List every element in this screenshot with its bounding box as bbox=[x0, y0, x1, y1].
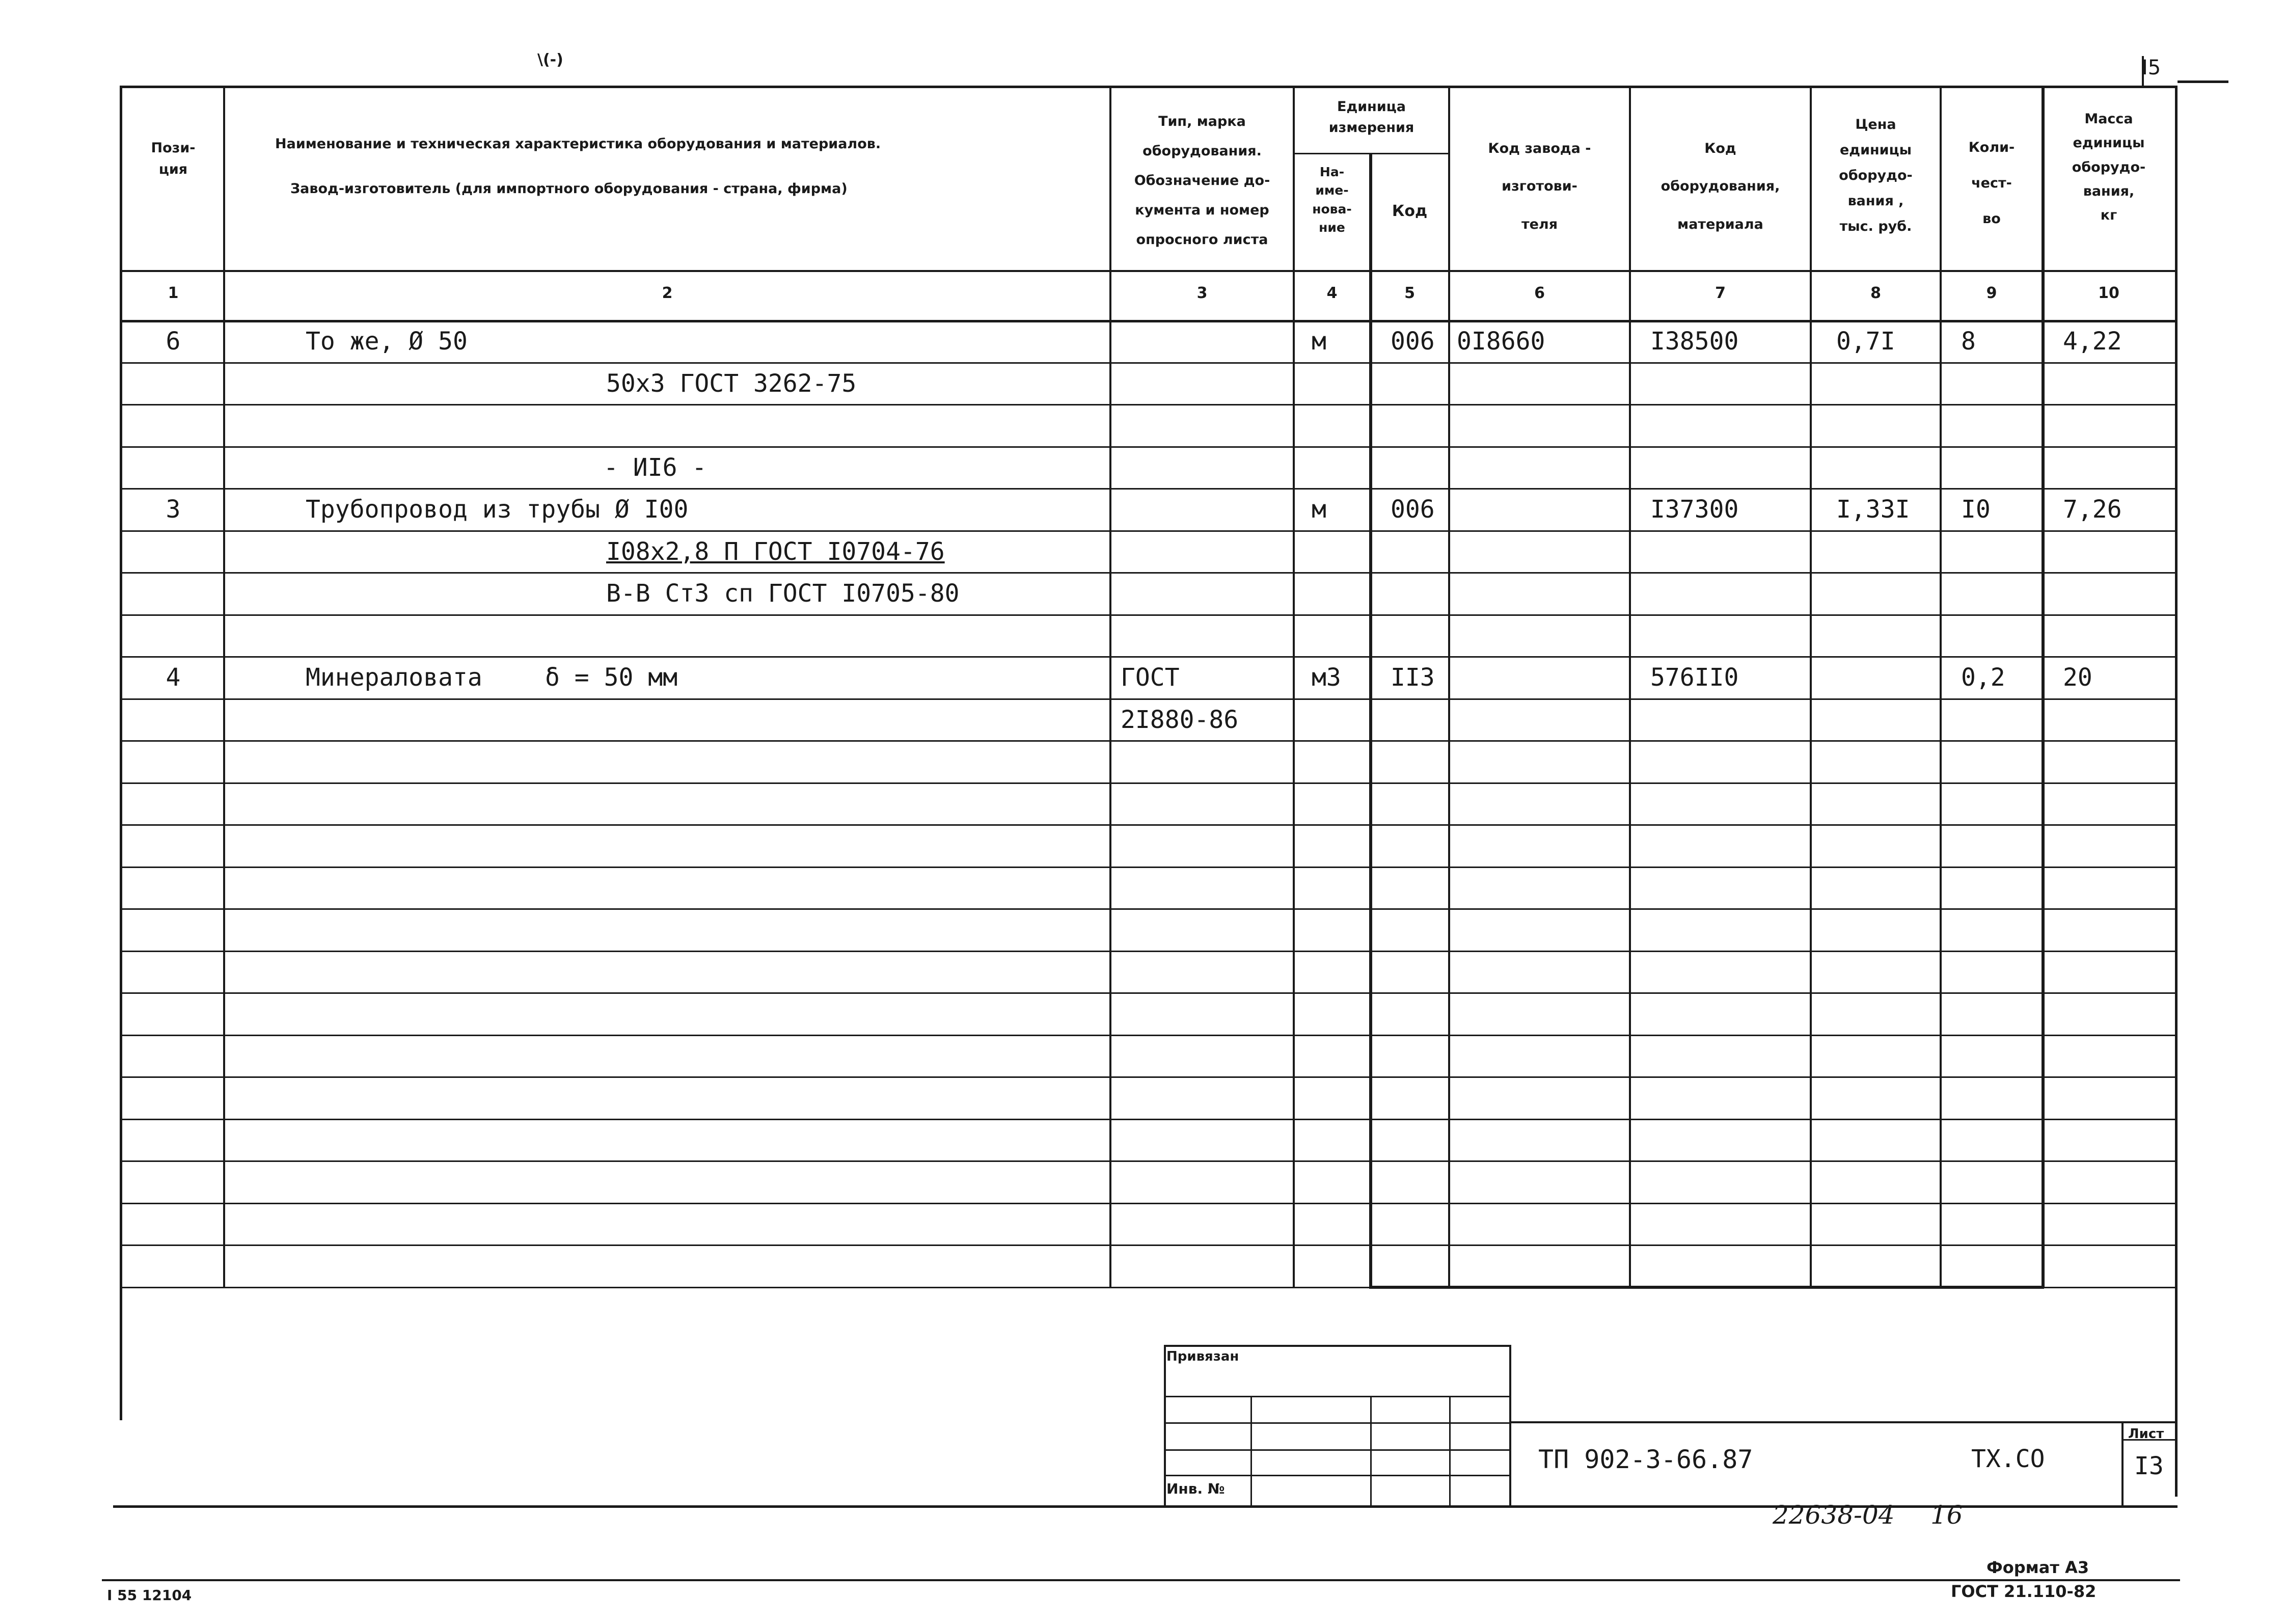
row-position: 6 bbox=[166, 327, 181, 356]
footer-rule bbox=[102, 1579, 2180, 1581]
row-name: Трубопровод из трубы Ø I00 bbox=[306, 495, 689, 524]
column-divider-2 bbox=[1109, 86, 1111, 1287]
row-divider bbox=[120, 404, 2178, 405]
column-number-9: 9 bbox=[1986, 284, 1997, 302]
column-number-bottom-line bbox=[120, 320, 2178, 322]
row-unit-price: 0,7I bbox=[1836, 327, 1895, 356]
header-mass: Масса единицы оборудо- вания, кг bbox=[2072, 111, 2146, 223]
stamp-line-2 bbox=[1164, 1396, 1510, 1397]
header-price: Цена единицы оборудо- вания , тыс. руб. bbox=[1839, 117, 1913, 234]
column-number-10: 10 bbox=[2098, 284, 2119, 302]
stamp-right-line bbox=[1509, 1345, 1511, 1505]
column-divider-6 bbox=[1629, 86, 1631, 1287]
stamp-line-4 bbox=[1164, 1449, 1510, 1451]
footer-left-code: I 55 12104 bbox=[107, 1587, 192, 1604]
grid-bottom-thick-line bbox=[1369, 1286, 2044, 1289]
header-type: Тип, марка оборудования. Обозначение до- кумента и номер опросного листа bbox=[1134, 114, 1270, 248]
row-divider bbox=[120, 488, 2178, 490]
row-unit-code: 006 bbox=[1391, 495, 1435, 524]
handwritten-page-number: 16 bbox=[1930, 1500, 1963, 1530]
header-name-line2: Завод-изготовитель (для импортного оборудования - страна, фирма) bbox=[290, 181, 848, 197]
row-divider bbox=[120, 992, 2178, 994]
row-unit-name: м bbox=[1312, 327, 1326, 356]
stamp-line-5 bbox=[1164, 1475, 1510, 1476]
table-right-border bbox=[2175, 86, 2178, 1497]
row-unit-name: м bbox=[1312, 495, 1326, 524]
header-unit-code: Код bbox=[1392, 202, 1428, 220]
row-position: 3 bbox=[166, 495, 181, 524]
header-maker-code: Код завода - изготови- теля bbox=[1488, 141, 1591, 232]
column-number-7: 7 bbox=[1715, 284, 1726, 302]
stamp-privyazan-label: Привязан bbox=[1166, 1349, 1239, 1364]
row-type-designation: 2I880-86 bbox=[1121, 705, 1239, 734]
row-name-detail: В-В Ст3 сп ГОСТ I0705-80 bbox=[606, 579, 960, 608]
row-divider bbox=[120, 1035, 2178, 1036]
header-bottom-line bbox=[120, 270, 2178, 272]
column-number-6: 6 bbox=[1534, 284, 1545, 302]
stamp-left-line bbox=[1164, 1345, 1166, 1505]
row-divider bbox=[120, 530, 2178, 532]
row-divider bbox=[120, 824, 2178, 826]
stamp-top-line bbox=[1164, 1345, 1510, 1347]
row-divider bbox=[120, 1119, 2178, 1120]
row-quantity: 0,2 bbox=[1961, 663, 2005, 692]
row-unit-code: 006 bbox=[1391, 327, 1435, 356]
row-maker-code: 0I8660 bbox=[1457, 327, 1545, 356]
column-divider-4 bbox=[1369, 153, 1372, 1287]
column-divider-9 bbox=[2042, 86, 2045, 1287]
row-divider bbox=[120, 614, 2178, 616]
header-unit-group: Единица измерения bbox=[1328, 99, 1414, 136]
row-name-detail: 50х3 ГОСТ 3262-75 bbox=[606, 369, 857, 398]
header-quantity: Коли- чест- во bbox=[1968, 140, 2015, 227]
row-name-detail: I08х2,8 П ГОСТ I0704-76 bbox=[606, 537, 945, 566]
row-divider bbox=[120, 1203, 2178, 1204]
top-right-stub bbox=[2178, 80, 2228, 83]
row-divider bbox=[120, 698, 2178, 700]
row-divider bbox=[120, 1244, 2178, 1246]
document-code: ТП 902-3-66.87 bbox=[1538, 1445, 1753, 1474]
column-number-2: 2 bbox=[662, 284, 673, 302]
sheet-label: Лист bbox=[2128, 1426, 2164, 1442]
row-unit-price: I,33I bbox=[1836, 495, 1910, 524]
stamp-line-3 bbox=[1164, 1422, 1510, 1424]
row-position: 4 bbox=[166, 663, 181, 692]
row-divider bbox=[120, 740, 2178, 742]
row-unit-mass: 20 bbox=[2063, 663, 2092, 692]
row-name-detail: - ИI6 - bbox=[604, 453, 707, 482]
column-number-8: 8 bbox=[1870, 284, 1881, 302]
row-divider bbox=[120, 1076, 2178, 1078]
column-number-1: 1 bbox=[168, 284, 179, 302]
row-unit-mass: 4,22 bbox=[2063, 327, 2122, 356]
row-quantity: I0 bbox=[1961, 495, 1991, 524]
document-suffix: ТХ.СО bbox=[1971, 1445, 2045, 1473]
header-position: Пози- ция bbox=[151, 140, 196, 177]
column-number-3: 3 bbox=[1196, 284, 1208, 302]
row-type-designation: ГОСТ bbox=[1121, 663, 1180, 692]
column-number-5: 5 bbox=[1404, 284, 1415, 302]
column-divider-5 bbox=[1448, 86, 1450, 1287]
sheet-cell-left bbox=[2121, 1421, 2124, 1505]
stamp-col-2 bbox=[1370, 1396, 1372, 1505]
row-divider bbox=[120, 867, 2178, 868]
row-unit-mass: 7,26 bbox=[2063, 495, 2122, 524]
stamp-col-3 bbox=[1449, 1396, 1451, 1505]
row-name: То же, Ø 50 bbox=[306, 327, 468, 356]
row-divider bbox=[120, 951, 2178, 952]
row-unit-name: м3 bbox=[1312, 663, 1341, 692]
row-divider bbox=[120, 1160, 2178, 1162]
header-equip-code: Код оборудования, материала bbox=[1661, 141, 1780, 232]
top-left-fragment: \(-) bbox=[537, 51, 563, 69]
title-block-top-line bbox=[1510, 1421, 2178, 1423]
row-equipment-code: I37300 bbox=[1650, 495, 1739, 524]
sheet-number: I3 bbox=[2134, 1452, 2164, 1480]
column-divider-3 bbox=[1293, 86, 1295, 1287]
row-name-detail: δ = 50 мм bbox=[545, 663, 678, 692]
row-divider bbox=[120, 782, 2178, 784]
gost-label: ГОСТ 21.110-82 bbox=[1951, 1582, 2097, 1601]
column-divider-7 bbox=[1810, 86, 1812, 1287]
row-equipment-code: 576II0 bbox=[1650, 663, 1739, 692]
column-number-4: 4 bbox=[1326, 284, 1338, 302]
row-quantity: 8 bbox=[1961, 327, 1976, 356]
row-divider bbox=[120, 572, 2178, 574]
stamp-col-1 bbox=[1250, 1396, 1252, 1505]
format-label: Формат А3 bbox=[1986, 1558, 2089, 1577]
stamp-inventory-label: Инв. № bbox=[1166, 1480, 1225, 1497]
table-top-border bbox=[120, 86, 2178, 88]
header-name-line1: Наименование и техническая характеристика оборудования и материалов. bbox=[275, 136, 881, 152]
row-unit-code: II3 bbox=[1391, 663, 1435, 692]
row-equipment-code: I38500 bbox=[1650, 327, 1739, 356]
header-unit-name: На- име- нова- ние bbox=[1312, 165, 1352, 235]
column-divider-8 bbox=[1940, 86, 1942, 1287]
row-divider bbox=[120, 362, 2178, 364]
page-number-top: I5 bbox=[2142, 56, 2161, 79]
row-divider bbox=[120, 446, 2178, 448]
row-name: Минераловата bbox=[306, 663, 482, 692]
row-divider bbox=[120, 908, 2178, 910]
handwritten-archive-number: 22638-04 bbox=[1773, 1500, 1895, 1530]
row-divider bbox=[120, 656, 2178, 658]
